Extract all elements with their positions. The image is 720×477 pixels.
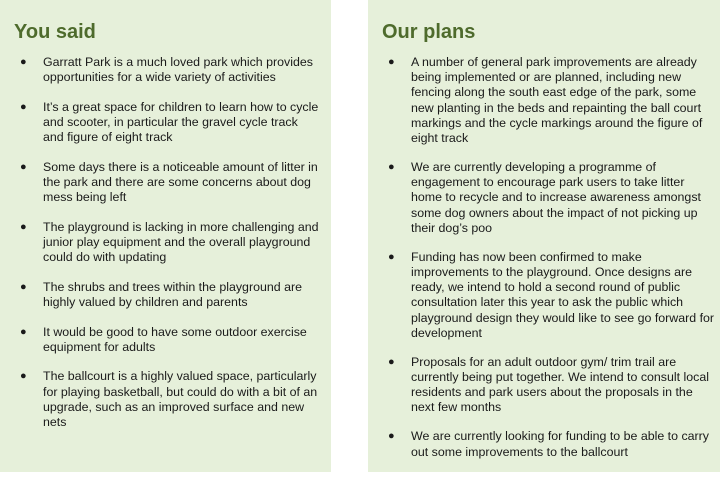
bullet-icon: ● [20, 56, 27, 68]
list-item [14, 160, 319, 206]
list-item-text: We are currently developing a programme of engagement to encourage park users to take litter home to recycle and to increase awareness amongst some dog owners about the impact of not picking up their dog’s poo [411, 160, 701, 235]
list-item [14, 55, 319, 85]
our-plans-heading: Our plans [382, 21, 476, 43]
list-item [14, 220, 319, 266]
list-item-text: Funding has now been confirmed to make improvements to the playground. Once designs are ready, we intend to hold a second round of public consultation later this year to ask the public which playground design they would like to see go forward for development [411, 249, 715, 340]
list-item [382, 355, 716, 416]
list-item [14, 369, 319, 430]
list-item [382, 429, 716, 459]
you-said-panel [0, 0, 331, 472]
list-item-text: Proposals for an adult outdoor gym/ trim trail are currently being put together. We intend to consult local residents and park users about the proposals in the next few months [411, 354, 710, 415]
list-item [14, 325, 319, 355]
bullet-icon: ● [20, 100, 27, 113]
bullet-icon: ● [20, 160, 27, 173]
our-plans-panel [368, 0, 720, 472]
list-item-text: The shrubs and trees within the playground are highly valued by children and parents [43, 279, 302, 309]
list-item [382, 160, 716, 236]
list-item-text: The playground is lacking in more challenging and junior play equipment and the overall playground could do with updating [43, 219, 319, 265]
bullet-icon: ● [20, 220, 27, 233]
list-item-text: Some days there is a noticeable amount of litter in the park and there are some concerns about dog mess being left [43, 159, 318, 205]
bullet-icon: ● [20, 370, 27, 383]
list-item-text: The ballcourt is a highly valued space, particularly for playing basketball, but could do with a bit of an upgrade, such as an improved surface and new nets [43, 369, 318, 429]
bullet-icon: ● [388, 355, 395, 368]
list-item-text: We are currently looking for funding to be able to carry out some improvements to the ballcourt [411, 429, 709, 459]
bullet-icon: ● [388, 56, 395, 68]
bullet-icon: ● [20, 325, 27, 338]
bullet-icon: ● [388, 250, 395, 263]
list-item-text: A number of general park improvements are already being implemented or are planned, including new fencing along the south east edge of the park, some new planting in the beds and repainting the ball court markings and the cycle markings around the figure of eight track [411, 55, 703, 146]
bullet-icon: ● [20, 280, 27, 293]
bullet-icon: ● [388, 161, 395, 174]
bullet-icon: ● [388, 430, 395, 443]
list-item [382, 55, 716, 146]
list-item-text: It would be good to have some outdoor exercise equipment for adults [43, 324, 307, 354]
list-item-text: Garratt Park is a much loved park which provides opportunities for a wide variety of activities [43, 55, 313, 85]
you-said-heading: You said [14, 21, 96, 43]
list-item [14, 100, 319, 146]
list-item [14, 280, 319, 310]
list-item [382, 250, 716, 341]
our-plans-list [382, 55, 716, 460]
you-said-list [14, 55, 319, 430]
list-item-text: It’s a great space for children to learn how to cycle and scooter, in particular the gravel cycle track and figure of eight track [43, 99, 319, 145]
